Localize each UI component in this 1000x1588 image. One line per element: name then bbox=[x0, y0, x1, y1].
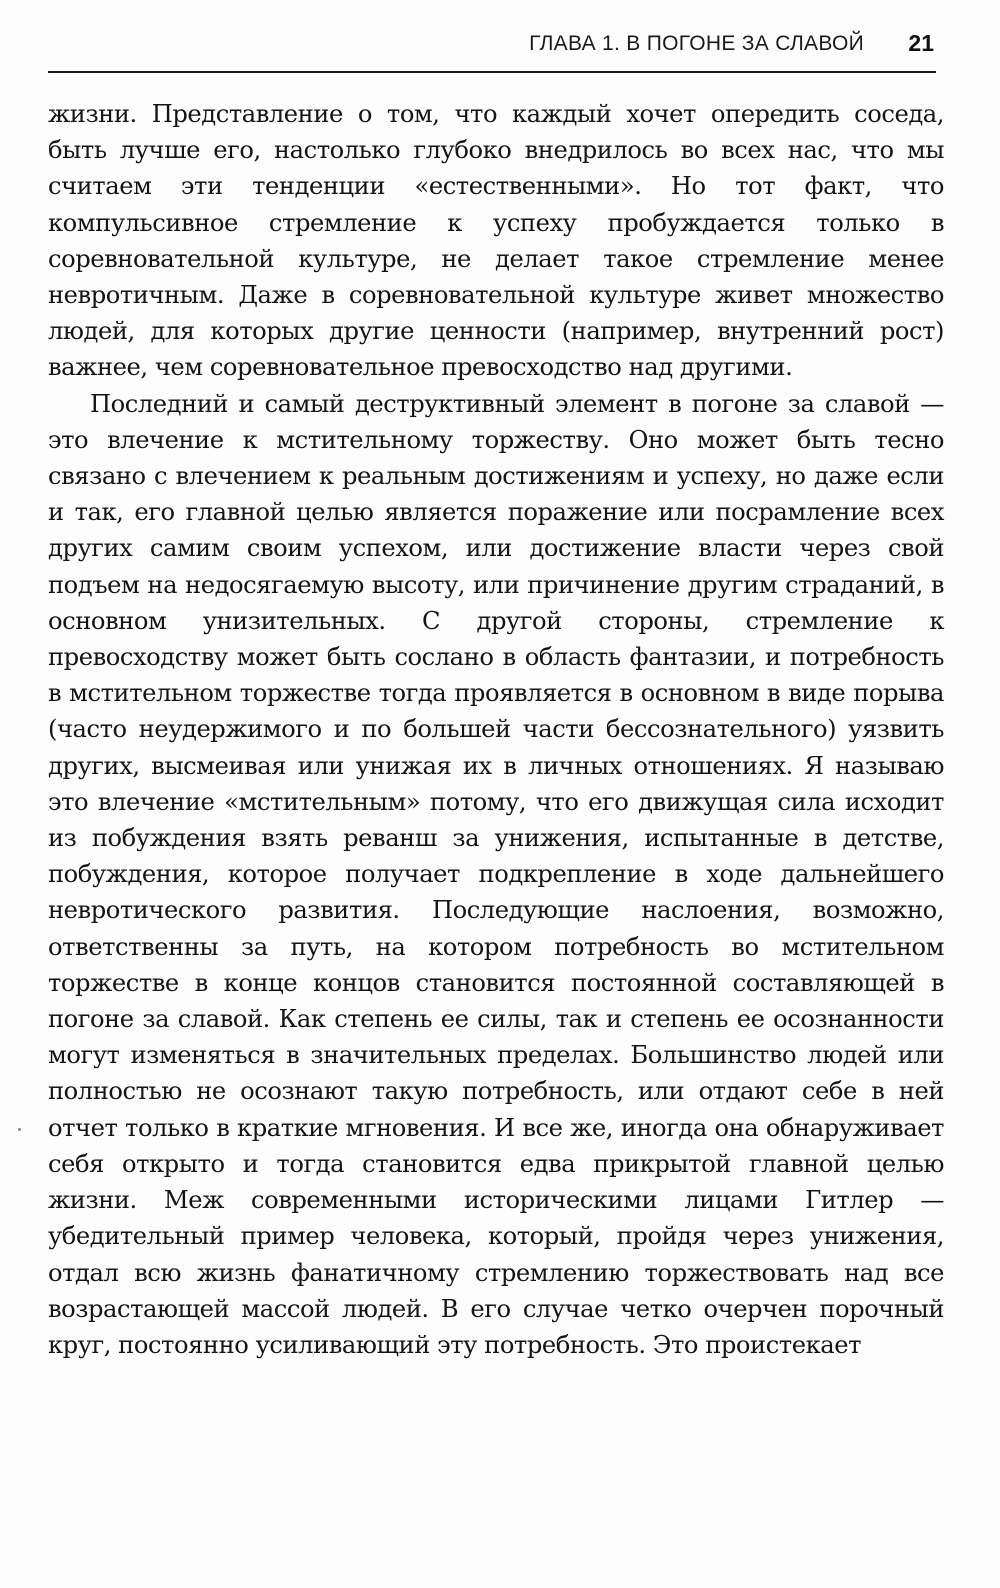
body-text bbox=[48, 96, 944, 1363]
running-title: ГЛАВА 1. В ПОГОНЕ ЗА СЛАВОЙ bbox=[529, 32, 864, 55]
paragraph-continuation: жизни. Представление о том, что каждый хочет опередить соседа, быть лучше его, настолько глубоко внедрилось во всех нас, что мы считаем эти тенденции «естественными». Но тот факт, что компульсивное стремление к успеху пробуждается только в соревновательной культуре, не делает такое стремление менее невротичным. Даже в соревновательной культуре живет множество людей, для которых другие ценности (например, внутренний рост) важнее, чем соревновательное превосходство над другими. bbox=[48, 100, 944, 382]
running-head bbox=[48, 30, 936, 58]
page-number: 21 bbox=[908, 30, 934, 56]
paragraph-vindictive-triumph: Последний и самый деструктивный элемент в погоне за славой — это влечение к мстительному торжеству. Оно может быть тесно связано с влечением к реальным достижениям и успеху, но даже если и так, его главной целью является поражение или посрамление всех других самим своим успехом, или достижение власти через свой подъем на недосягаемую высоту, или причинение другим страданий, в основном унизительных. С другой стороны, стремление к превосходству может быть сослано в область фантазии, и потребность в мстительном торжестве тогда проявляется в основном в виде порыва (часто неудержимого и по большей части бессознательного) уязвить других, высмеивая или унижая их в личных отношениях. Я называю это влечение «мстительным» потому, что его движущая сила исходит из побуждения взять реванш за унижения, испытанные в детстве, побуждения, которое получает подкрепление в ходе дальнейшего невротического развития. Последующие наслоения, возможно, ответственны за путь, на котором потребность во мстительном торжестве в конце концов становится постоянной составляющей в погоне за славой. Как степень ее силы, так и степень ее осознанности могут изменяться в значительных пределах. Большинство людей или полностью не осознают такую потребность, или отдают себе в ней отчет только в краткие мгновения. И все же, иногда она обнаруживает себя открыто и тогда становится едва прикрытой главной целью жизни. Меж современными историческими лицами Гитлер — убедительный пример человека, который, пройдя через унижения, отдал всю жизнь фанатичному стремлению торжествовать над все возрастающей массой людей. В его случае четко очерчен порочный круг, постоянно усиливающий эту потребность. Это проистекает bbox=[48, 389, 944, 1359]
header-rule bbox=[48, 71, 936, 73]
scan-speck bbox=[18, 1128, 21, 1131]
